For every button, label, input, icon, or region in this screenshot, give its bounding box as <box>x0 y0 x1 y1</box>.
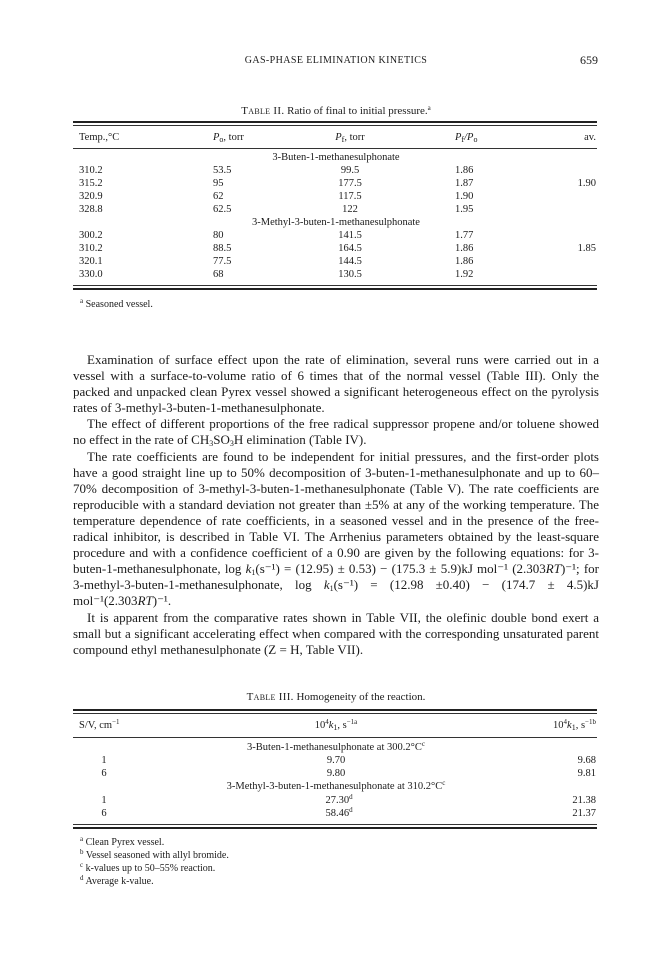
table2-cell: 1.90 <box>455 191 474 202</box>
table2-caption-label: Table II. <box>241 105 285 117</box>
table2-col-av: av. <box>584 132 596 143</box>
table2-col-temp: Temp.,°C <box>79 132 120 143</box>
table3-col-k-clean: $10^4k_1$, $s^{-1a}$ <box>314 718 358 732</box>
table3-top-rule-2 <box>73 713 597 714</box>
table2-cell: 1.87 <box>455 178 474 189</box>
table3-col-sv: S/V, $cm^{-1}$ <box>79 718 120 731</box>
table2-cell: 330.0 <box>79 269 103 280</box>
table2-bottom-rule <box>73 285 597 286</box>
table3-cell: 21.37 <box>572 808 596 819</box>
table2-cell: 310.2 <box>79 243 103 254</box>
table3-top-rule <box>73 709 597 711</box>
paragraph-radical-suppressor: The effect of different proportions of the free radical suppressor propene and/or toluene showed no effect in the rate of $CH_3SO_3H$ elimination (Table IV). <box>73 416 599 449</box>
table2-cell: 315.2 <box>79 178 103 189</box>
paragraph-comparative-rates: It is apparent from the comparative rates shown in Table VII, the olefinic double bond exert a small but a significant accelerating effect when compared with the corresponding unsaturated parent compound ethyl methanesulphonate (Z = H, Table VII). <box>73 609 599 657</box>
table3-cell: 27.30$^d$ <box>325 793 353 806</box>
table2-caption-mark: a <box>427 104 431 112</box>
table3-cell: 6 <box>101 768 107 779</box>
table2-cell: 1.86 <box>455 165 474 176</box>
table3-cell: 58.46$^d$ <box>325 806 353 819</box>
table2-cell: 164.5 <box>338 243 362 254</box>
paragraph-rate-coefficients: The rate coefficients are found to be independent for initial pressures, and the first-order plots have a good straight line up to 50% decomposition of 3-buten-1-methanesulphonate and up to 60–70% decomposition of 3-methyl-3-buten-1-methanesulphonate (Table V). The rate coefficients are reproducible with a standard deviation not greater than ±5% at any of the working temperature. The temperature dependence of rate coefficients, in a seasoned vessel and in the presence of the free-radical inhibitor, is described in Table VI. The Arrhenius parameters obtained by the least-square procedure and with a confidence coefficient of a 0.90 are given by the following equations: for 3-buten-1-methanesulphonate, $\log k_1(s^{-1}) = (12.95) \pm 0.53) - (175.3 \pm 5.9)kJ$ mol⁻¹ (2.303RT)⁻¹; for 3-methyl-3-buten-1-methanesulphonate, $\log k_1(s^{-1}) = (12.98 \pm 0.40) - (174.7 \pm 4.5)kJ$ mol⁻¹(2.303RT)⁻¹. <box>73 448 599 609</box>
page-number: 659 <box>580 53 598 67</box>
table2-cell: 53.5 <box>213 165 232 176</box>
table2-cell: 310.2 <box>79 165 103 176</box>
table2-cell: 62.5 <box>213 204 232 215</box>
table2-cell: 1.95 <box>455 204 474 215</box>
table2-cell: 320.9 <box>79 191 103 202</box>
table2-cell: 300.2 <box>79 230 103 241</box>
table3-footnote: $^d$ Average k-value. <box>80 874 154 887</box>
table2-avg1: 1.90 <box>577 178 596 189</box>
body-text <box>73 352 599 658</box>
table2-bottom-rule-2 <box>73 288 597 290</box>
table2-cell: 1.92 <box>455 269 474 280</box>
table2-avg2: 1.85 <box>577 243 596 254</box>
table2-cell: 117.5 <box>338 191 362 202</box>
table2-top-rule-2 <box>73 125 597 126</box>
table2-col-pf: $P_f$, torr <box>335 132 365 144</box>
table3-cell: 9.81 <box>577 768 596 779</box>
table2-header-rule <box>73 148 597 149</box>
table3-caption-label: Table III. <box>246 691 294 703</box>
table2-cell: 1.86 <box>455 256 474 267</box>
table2-cell: 99.5 <box>340 165 360 176</box>
table3-cell: 9.70 <box>326 755 346 766</box>
table2-cell: 141.5 <box>338 230 362 241</box>
table3-group2-label: 3-Methyl-3-buten-1-methanesulphonate at $310.2^\circ C^c$ <box>226 779 446 792</box>
table2-group1-label: 3-Buten-1-methanesulphonate <box>272 152 400 163</box>
table3-cell: 9.80 <box>326 768 346 779</box>
table2-cell: 328.8 <box>79 204 103 215</box>
table3-footnote: $^a$ Clean Pyrex vessel. <box>80 835 165 848</box>
table2-cell: 95 <box>213 178 224 189</box>
table2-footnote-a: $^a$ Seasoned vessel. <box>80 297 153 310</box>
table3-cell: 1 <box>101 795 107 806</box>
table2-caption-text: Ratio of final to initial pressure. <box>287 105 428 117</box>
running-title: GAS-PHASE ELIMINATION KINETICS <box>244 55 428 66</box>
table3-group1-label: 3-Buten-1-methanesulphonate at $300.2^\circ C^c$ <box>247 740 425 753</box>
table2-cell: 80 <box>213 230 224 241</box>
table2-cell: 144.5 <box>338 256 362 267</box>
table2-cell: 177.5 <box>338 178 362 189</box>
table3-cell: 1 <box>101 755 107 766</box>
table3-caption-text: Homogeneity of the reaction. <box>296 691 426 703</box>
table2-cell: 68 <box>213 269 224 280</box>
table3-footnote: $^c$ k-values up to 50–55% reaction. <box>80 861 216 874</box>
table3-cell: 21.38 <box>572 795 596 806</box>
table2-cell: 1.77 <box>455 230 474 241</box>
table3-cell: 6 <box>101 808 107 819</box>
paragraph-surface-effect: Examination of surface effect upon the rate of elimination, several runs were carried out in a vessel with a surface-to-volume ratio of 6 times that of the normal vessel (Table III). Only the packed and unpacked clean Pyrex vessel showed a significant heterogeneous effect on the pyrolysis rates of 3-methyl-3-buten-1-methanesulphonate. <box>73 352 599 416</box>
table3-bottom-rule <box>73 824 597 825</box>
table2-cell: 62 <box>213 191 224 202</box>
table2-col-po: $P_o$, torr <box>213 132 244 144</box>
table3-col-k-seasoned: $10^4k_1$, $s^{-1b}$ <box>553 718 596 732</box>
table3-header-rule <box>73 737 597 738</box>
table2-group2-label: 3-Methyl-3-buten-1-methanesulphonate <box>252 217 420 228</box>
table2-cell: 88.5 <box>213 243 232 254</box>
table2-top-rule <box>73 121 597 123</box>
table2-cell: 1.86 <box>455 243 474 254</box>
table2-caption <box>0 105 672 117</box>
table2-col-ratio: $P_f/P_o$ <box>455 132 478 144</box>
table3-cell: 9.68 <box>577 755 596 766</box>
table2-cell: 320.1 <box>79 256 103 267</box>
table2-cell: 77.5 <box>213 256 232 267</box>
table2-cell: 130.5 <box>338 269 362 280</box>
table3-footnote: $^b$ Vessel seasoned with allyl bromide. <box>80 848 229 861</box>
table2-cell: 122 <box>342 204 358 215</box>
table3-caption <box>0 691 672 703</box>
table3-bottom-rule-2 <box>73 827 597 829</box>
